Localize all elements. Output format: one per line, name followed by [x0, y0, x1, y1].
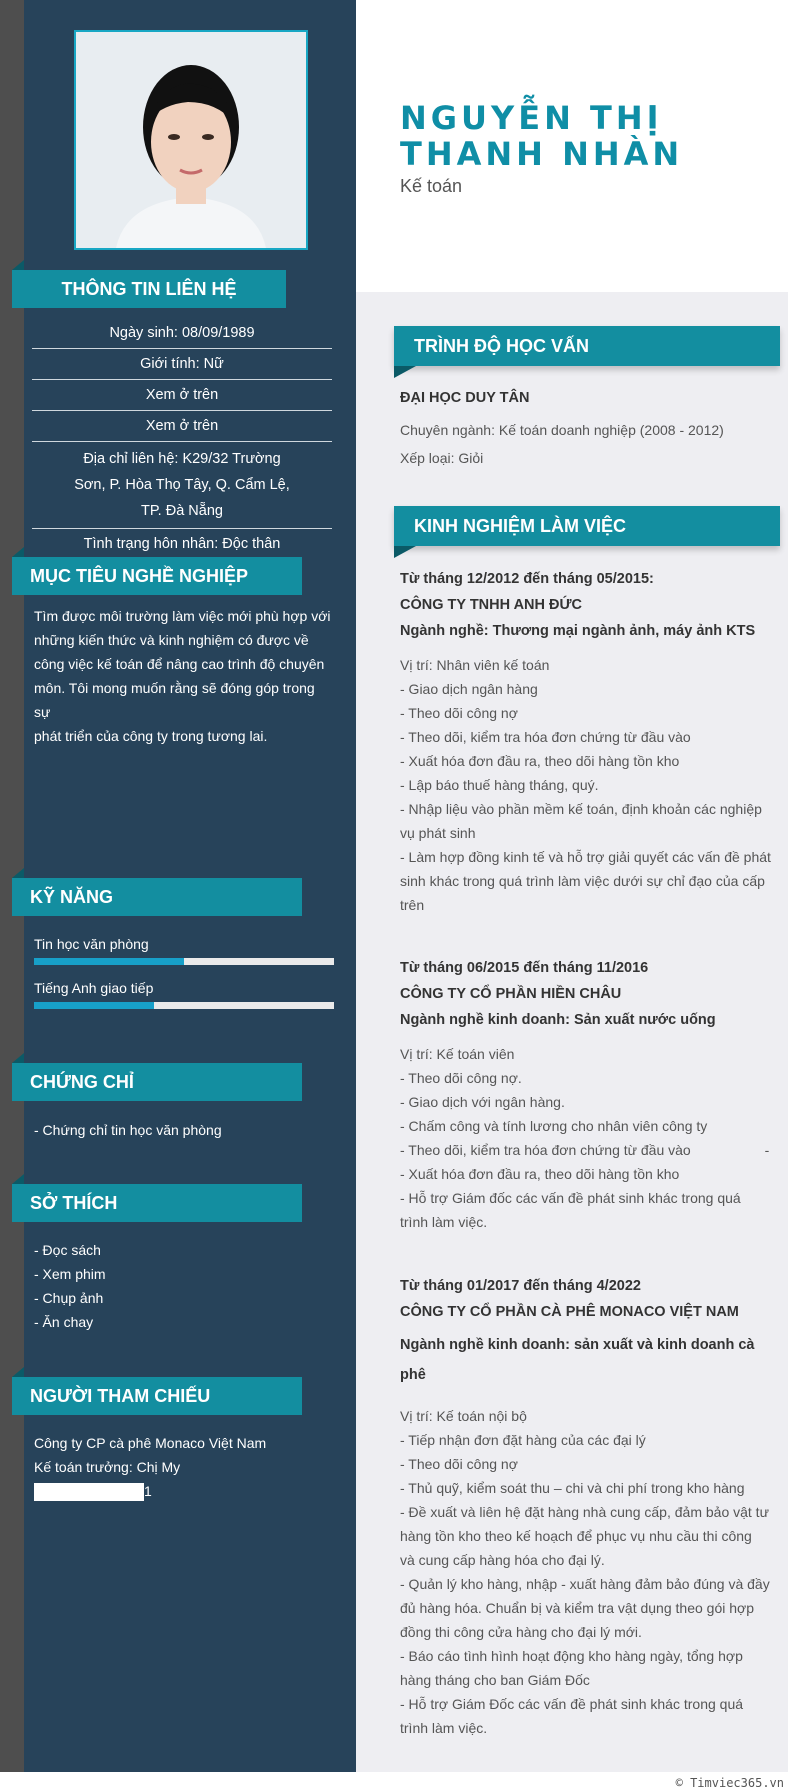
job-period: Từ tháng 06/2015 đến tháng 11/2016 — [400, 960, 649, 976]
duty-line: - Hỗ trợ Giám đốc các vấn đề phát sinh khác trong quá — [400, 1190, 741, 1206]
job-title: Kế toán — [400, 176, 463, 196]
education-rank: Xếp loại: Giỏi — [400, 450, 484, 466]
reference-phone — [34, 1479, 334, 1503]
duty-line: đồng thi công cửa hàng cho đại lý mới. — [400, 1624, 642, 1640]
hobby-item: - Xem phim — [34, 1266, 106, 1282]
skill-label: Tin học văn phòng — [34, 936, 149, 952]
job-industry-line: Ngành nghề kinh doanh: sản xuất và kinh doanh cà — [400, 1337, 755, 1353]
job-company: CÔNG TY CỔ PHẦN HIỀN CHÂU — [400, 986, 622, 1002]
hobby-item: - Đọc sách — [34, 1242, 101, 1258]
education-heading: TRÌNH ĐỘ HỌC VẤN — [394, 326, 780, 366]
duty-line: - Thủ quỹ, kiểm soát thu – chi và chi phí trong kho hàng — [400, 1480, 745, 1496]
objective-text — [34, 604, 334, 748]
skill-bar — [34, 958, 334, 965]
sidebar — [24, 0, 356, 1772]
duty-line: - Hỗ trợ Giám Đốc các vấn đề phát sinh khác trong quá — [400, 1696, 744, 1712]
candidate-name — [400, 100, 683, 172]
duty-line: - Giao dịch với ngân hàng. — [400, 1094, 565, 1110]
profile-photo — [74, 30, 308, 250]
duty-line: - Xuất hóa đơn đầu ra, theo dõi hàng tồn kho — [400, 753, 680, 769]
main-content — [356, 0, 788, 1772]
education-section — [400, 390, 774, 470]
duty-line: trình làm việc. — [400, 1720, 488, 1736]
duty-line: trình làm việc. — [400, 1214, 488, 1230]
birth-date: Ngày sinh: 08/09/1989 — [32, 318, 332, 349]
hobby-item: - Chụp ảnh — [34, 1290, 104, 1306]
certificates-heading: CHỨNG CHỈ — [12, 1063, 302, 1101]
footer-watermark: © Timviec365.vn — [675, 1776, 784, 1790]
duty-line: - Quản lý kho hàng, nhập - xuất hàng đảm bảo đúng và đầy — [400, 1576, 770, 1592]
hobby-item: - Ăn chay — [34, 1314, 94, 1330]
duty-line: - Nhập liệu vào phần mềm kế toán, định khoản các nghiệp — [400, 801, 762, 817]
hobbies-heading: SỞ THÍCH — [12, 1184, 302, 1222]
experience-heading: KINH NGHIỆM LÀM VIỆC — [394, 506, 780, 546]
job-entry — [400, 960, 774, 1234]
email: Xem ở trên — [32, 411, 332, 442]
skill-bar-fill — [34, 958, 184, 965]
contact-info — [32, 318, 332, 559]
duty-line: - Tiếp nhận đơn đặt hàng của các đại lý — [400, 1432, 646, 1448]
duty-line: trên — [400, 897, 425, 913]
school-name: ĐẠI HỌC DUY TÂN — [400, 390, 530, 406]
objective-line: công việc kế toán để nâng cao trình độ chuyên — [34, 656, 325, 672]
reference-person: Kế toán trưởng: Chị My — [34, 1459, 181, 1475]
address-line-1: Địa chỉ liên hệ: K29/32 Trường — [83, 451, 281, 467]
name-line-2: THANH NHÀN — [400, 135, 684, 173]
duty-line: và cung cấp hàng hóa cho đại lý. — [400, 1552, 605, 1568]
job-period: Từ tháng 12/2012 đến tháng 05/2015: — [400, 571, 654, 587]
job-company: CÔNG TY TNHH ANH ĐỨC — [400, 597, 583, 613]
skill-label: Tiếng Anh giao tiếp — [34, 980, 154, 996]
job-industry-line: phê — [400, 1367, 426, 1383]
job-entry — [400, 1278, 774, 1740]
job-period: Từ tháng 01/2017 đến tháng 4/2022 — [400, 1278, 641, 1294]
duty-line: - Theo dõi công nợ — [400, 1456, 518, 1472]
reference-phone-tail: 1 — [144, 1483, 152, 1499]
duty-line: - Báo cáo tình hình hoạt động kho hàng ngày, tổng hợp — [400, 1648, 743, 1664]
references-info — [34, 1431, 334, 1503]
job-position: Vị trí: Nhân viên kế toán — [400, 657, 550, 673]
hobbies-list — [34, 1238, 334, 1334]
duty-line: sinh khác trong quá trình làm việc dưới sự chỉ đạo của cấp — [400, 873, 765, 889]
duty-line: - Theo dõi công nợ. — [400, 1070, 522, 1086]
contact-heading: THÔNG TIN LIÊN HỆ — [12, 270, 286, 308]
objective-line: phát triển của công ty trong tương lai. — [34, 728, 268, 744]
job-duties — [400, 677, 774, 917]
address-line-3: TP. Đà Nẵng — [141, 503, 223, 519]
duty-line: hàng tháng cho ban Giám Đốc — [400, 1672, 590, 1688]
duty-line: - Theo dõi công nợ — [400, 705, 518, 721]
job-position: Vị trí: Kế toán viên — [400, 1046, 515, 1062]
redacted-phone-box — [34, 1483, 144, 1501]
duty-line: hàng tồn kho theo kế hoạch để phục vụ nhu cầu thi công — [400, 1528, 752, 1544]
job-position: Vị trí: Kế toán nội bộ — [400, 1408, 527, 1424]
education-major: Chuyên ngành: Kế toán doanh nghiệp (2008 - 2012) — [400, 422, 724, 438]
duty-line: - Làm hợp đồng kinh tế và hỗ trợ giải quyết các vấn đề phát — [400, 849, 771, 865]
skill-item — [34, 936, 334, 965]
job-company: CÔNG TY CỔ PHẦN CÀ PHÊ MONACO VIỆT NAM — [400, 1304, 739, 1320]
skill-bar — [34, 1002, 334, 1009]
duty-line: vụ phát sinh — [400, 825, 476, 841]
duty-line: - Theo dõi, kiểm tra hóa đơn chứng từ đầu vào - — [400, 1142, 770, 1158]
job-entry — [400, 571, 774, 917]
header-panel — [356, 0, 788, 292]
objective-line: Tìm được môi trường làm việc mới phù hợp với — [34, 608, 331, 624]
certificate-item: - Chứng chỉ tin học văn phòng — [34, 1122, 222, 1138]
skill-item — [34, 980, 334, 1009]
duty-line: - Đề xuất và liên hệ đặt hàng nhà cung cấp, đảm bảo vật tư — [400, 1504, 769, 1520]
objective-heading: MỤC TIÊU NGHỀ NGHIỆP — [12, 557, 302, 595]
duty-line: đủ hàng hóa. Chuẩn bị và kiểm tra vật dụng theo gói hợp — [400, 1600, 754, 1616]
job-duties — [400, 1428, 774, 1740]
duty-line: - Lập báo thuế hàng tháng, quý. — [400, 777, 599, 793]
gender: Giới tính: Nữ — [32, 349, 332, 380]
address-line-2: Sơn, P. Hòa Thọ Tây, Q. Cẩm Lệ, — [74, 477, 290, 493]
certificates-list — [34, 1118, 334, 1142]
duty-line: - Chấm công và tính lương cho nhân viên công ty — [400, 1118, 708, 1134]
objective-line: những kiến thức và kinh nghiệm có được về — [34, 632, 309, 648]
job-industry: Ngành nghề: Thương mại ngành ảnh, máy ảnh KTS — [400, 623, 756, 639]
job-industry — [400, 1330, 774, 1390]
job-industry: Ngành nghề kinh doanh: Sản xuất nước uống — [400, 1012, 716, 1028]
job-duties — [400, 1066, 774, 1234]
address — [32, 442, 332, 529]
marital-status: Tình trạng hôn nhân: Độc thân — [83, 536, 281, 552]
phone: Xem ở trên — [32, 380, 332, 411]
skills-heading: KỸ NĂNG — [12, 878, 302, 916]
name-line-1: NGUYỄN THỊ — [400, 99, 663, 137]
duty-line: - Theo dõi, kiểm tra hóa đơn chứng từ đầu vào — [400, 729, 691, 745]
references-heading: NGƯỜI THAM CHIẾU — [12, 1377, 302, 1415]
objective-line: môn. Tôi mong muốn rằng sẽ đóng góp trong sự — [34, 680, 315, 720]
duty-line: - Xuất hóa đơn đầu ra, theo dõi hàng tồn kho — [400, 1166, 680, 1182]
skill-bar-fill — [34, 1002, 154, 1009]
duty-line: - Giao dịch ngân hàng — [400, 681, 538, 697]
reference-company: Công ty CP cà phê Monaco Việt Nam — [34, 1435, 267, 1451]
